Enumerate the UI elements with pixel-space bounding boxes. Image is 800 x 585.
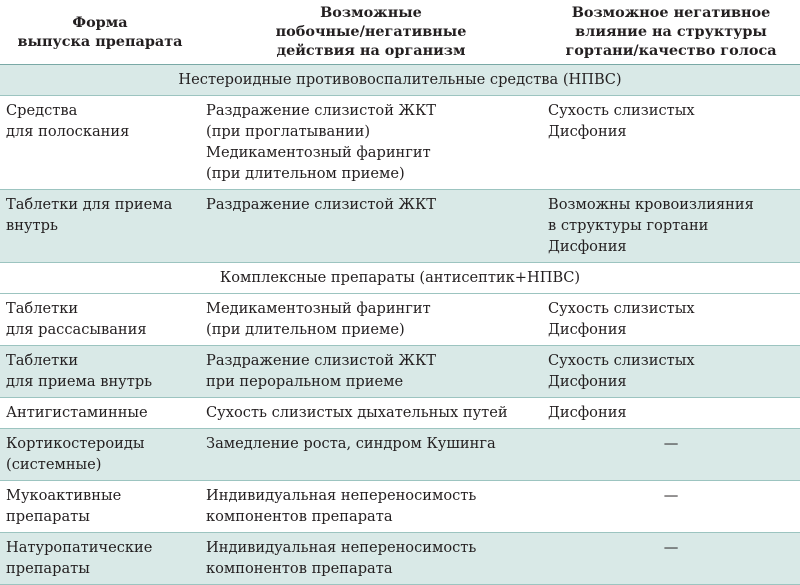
cell-line: —: [663, 487, 679, 504]
cell-line: —: [663, 539, 679, 556]
header-voice-line: Возможное негативное: [571, 4, 771, 21]
cell-line: Таблетки: [6, 352, 79, 369]
header-effects-line: Возможные: [320, 4, 422, 21]
cell-line: препараты: [6, 508, 90, 525]
cell-line: внутрь: [6, 217, 58, 234]
header-form: [0, 0, 200, 65]
cell-line: (при длительном приеме): [206, 321, 405, 338]
cell-line: для приема внутрь: [6, 373, 153, 390]
header-voice: [542, 0, 800, 65]
table-row: [0, 481, 800, 533]
cell-line: Сухость слизистых: [548, 352, 695, 369]
cell-line: Дисфония: [548, 373, 627, 390]
cell-effects: [200, 398, 542, 429]
cell-line: Дисфония: [548, 321, 627, 338]
cell-effects: [200, 190, 542, 263]
cell-line: в структуры гортани: [548, 217, 709, 234]
cell-line: Раздражение слизистой ЖКТ: [206, 196, 436, 213]
cell-line: Индивидуальная непереносимость: [206, 487, 477, 504]
cell-voice: [542, 96, 800, 190]
table-row: [0, 398, 800, 429]
cell-form: [0, 346, 200, 398]
cell-line: для полоскания: [6, 123, 130, 140]
cell-line: Дисфония: [548, 123, 627, 140]
header-form-line: выпуска препарата: [17, 32, 183, 50]
header-voice-line: гортани/качество голоса: [565, 42, 777, 59]
section-row-combined: [0, 263, 800, 294]
cell-line: (системные): [6, 456, 102, 473]
cell-line: при пероральном приеме: [206, 373, 404, 390]
cell-line: Дисфония: [548, 238, 627, 255]
cell-line: Медикаментозный фарингит: [206, 300, 431, 317]
section-title: Нестероидные противовоспалительные средства (НПВС): [0, 65, 800, 96]
cell-voice: [542, 533, 800, 585]
header-row: [0, 0, 800, 65]
cell-line: Индивидуальная непереносимость: [206, 539, 477, 556]
table-row: [0, 294, 800, 346]
table-row: [0, 429, 800, 481]
cell-form: [0, 533, 200, 585]
cell-voice: [542, 190, 800, 263]
cell-line: Таблетки: [6, 300, 79, 317]
cell-form: [0, 96, 200, 190]
cell-line: Средства: [6, 102, 78, 119]
cell-form: [0, 294, 200, 346]
cell-voice: [542, 398, 800, 429]
table-row: [0, 533, 800, 585]
cell-form: [0, 429, 200, 481]
cell-line: компонентов препарата: [206, 508, 393, 525]
cell-line: препараты: [6, 560, 90, 577]
table-row: [0, 346, 800, 398]
section-row-nsaids: [0, 65, 800, 96]
cell-voice: [542, 429, 800, 481]
header-effects-line: побочные/негативные: [275, 23, 467, 40]
cell-line: Дисфония: [548, 404, 627, 421]
header-form-line: Форма: [72, 13, 128, 31]
cell-line: Раздражение слизистой ЖКТ: [206, 352, 436, 369]
section-title: Комплексные препараты (антисептик+НПВС): [0, 263, 800, 294]
cell-line: Сухость слизистых: [548, 300, 695, 317]
cell-line: Мукоактивные: [6, 487, 122, 504]
cell-line: Замедление роста, синдром Кушинга: [206, 435, 496, 452]
cell-line: —: [663, 435, 679, 452]
cell-form: [0, 481, 200, 533]
cell-effects: [200, 533, 542, 585]
cell-line: Сухость слизистых дыхательных путей: [206, 404, 508, 421]
cell-form: [0, 398, 200, 429]
cell-effects: [200, 294, 542, 346]
cell-line: Кортикостероиды: [6, 435, 145, 452]
cell-line: Возможны кровоизлияния: [548, 196, 754, 213]
cell-voice: [542, 294, 800, 346]
cell-line: для рассасывания: [6, 321, 147, 338]
cell-line: Антигистаминные: [6, 404, 148, 421]
header-effects: [200, 0, 542, 65]
cell-effects: [200, 96, 542, 190]
cell-form: [0, 190, 200, 263]
cell-effects: [200, 429, 542, 481]
cell-effects: [200, 481, 542, 533]
table-row: [0, 96, 800, 190]
cell-voice: [542, 346, 800, 398]
cell-line: (при проглатывании): [206, 123, 371, 140]
cell-line: Натуропатические: [6, 539, 153, 556]
cell-line: компонентов препарата: [206, 560, 393, 577]
cell-line: Медикаментозный фарингит: [206, 144, 431, 161]
cell-voice: [542, 481, 800, 533]
cell-line: Таблетки для приема: [6, 196, 173, 213]
cell-line: Раздражение слизистой ЖКТ: [206, 102, 436, 119]
header-effects-line: действия на организм: [276, 42, 466, 59]
cell-line: Сухость слизистых: [548, 102, 695, 119]
cell-line: (при длительном приеме): [206, 165, 405, 182]
cell-effects: [200, 346, 542, 398]
header-voice-line: влияние на структуры: [575, 23, 767, 40]
table-row: [0, 190, 800, 263]
